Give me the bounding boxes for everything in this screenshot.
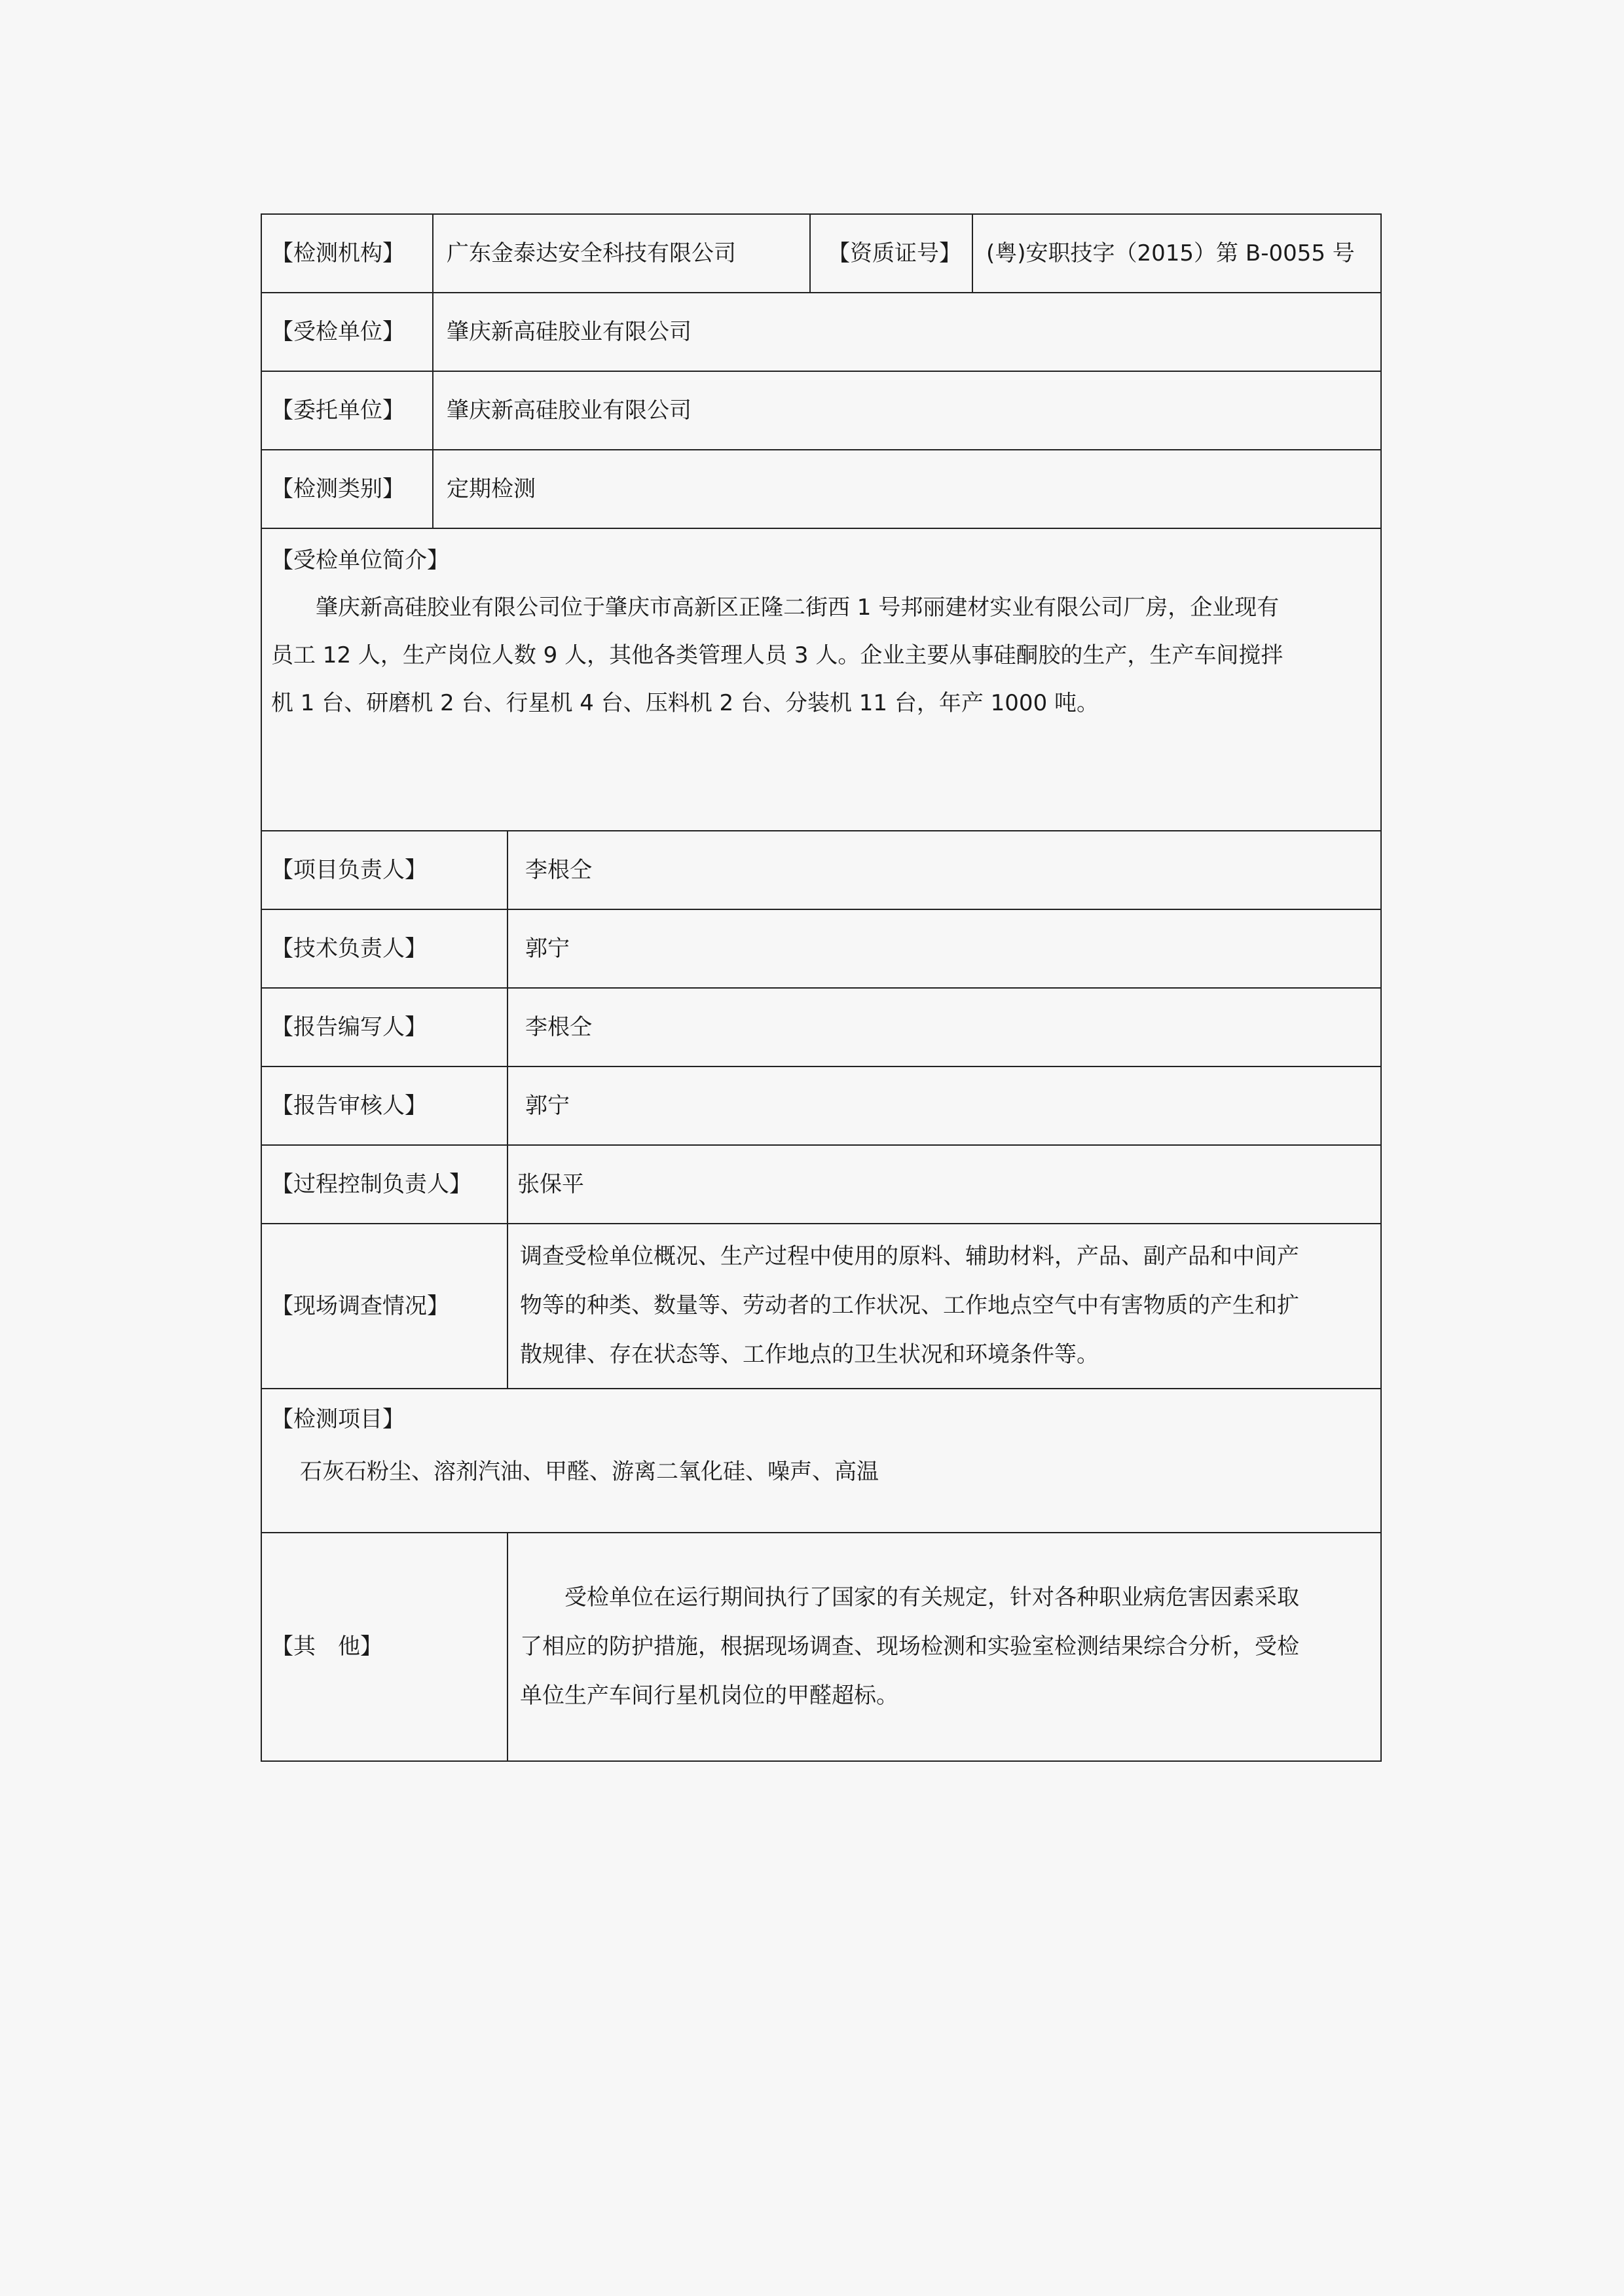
profile-text: [271, 584, 1369, 727]
row-entrusting-unit: [262, 372, 1380, 450]
site-survey-cell: [508, 1224, 1380, 1388]
other-line: 了相应的防护措施，根据现场调查、现场检测和实验室检测结果综合分析，受检: [520, 1633, 1299, 1660]
site-survey-line: 调查受检单位概况、生产过程中使用的原料、辅助材料，产品、副产品和中间产: [520, 1243, 1299, 1269]
tech-lead-label: 【技术负责人】: [262, 910, 508, 987]
row-site-survey: [262, 1224, 1380, 1389]
tech-lead-value: 郭宁: [525, 935, 570, 962]
row-inspection-items: [262, 1389, 1380, 1533]
process-lead-value: 张保平: [517, 1171, 584, 1197]
category-value: 定期检测: [447, 475, 536, 502]
project-lead-label: 【项目负责人】: [262, 831, 508, 909]
project-lead-value: 李根仝: [525, 856, 592, 883]
entrusting-value: 肇庆新高硅胶业有限公司: [447, 397, 692, 424]
reviewer-label: 【报告审核人】: [262, 1067, 508, 1144]
writer-label: 【报告编写人】: [262, 989, 508, 1066]
items-label: 【检测项目】: [271, 1406, 405, 1432]
writer-value: 李根仝: [525, 1013, 592, 1040]
inspected-label: 【受检单位】: [262, 293, 434, 371]
profile-label: 【受检单位简介】: [271, 547, 449, 574]
row-agency: [262, 215, 1380, 293]
site-survey-line: 物等的种类、数量等、劳动者的工作状况、工作地点空气中有害物质的产生和扩: [520, 1292, 1299, 1319]
site-survey-line: 散规律、存在状态等、工作地点的卫生状况和环境条件等。: [520, 1341, 1099, 1368]
items-value: 石灰石粉尘、溶剂汽油、甲醛、游离二氧化硅、噪声、高温: [300, 1459, 879, 1485]
other-cell: [508, 1533, 1380, 1760]
profile-line: 机 1 台、研磨机 2 台、行星机 4 台、压料机 2 台、分装机 11 台，年产 1000 吨。: [271, 690, 1099, 716]
agency-value: 广东金泰达安全科技有限公司: [434, 215, 811, 292]
row-report-writer: [262, 989, 1380, 1067]
entrusting-label: 【委托单位】: [262, 372, 434, 449]
report-summary-table: [261, 213, 1382, 1762]
row-inspected-unit: [262, 293, 1380, 372]
other-line: 单位生产车间行星机岗位的甲醛超标。: [520, 1683, 898, 1709]
row-tech-lead: [262, 910, 1380, 989]
category-label: 【检测类别】: [262, 450, 434, 528]
row-project-lead: [262, 831, 1380, 910]
profile-line: 肇庆新高硅胶业有限公司位于肇庆市高新区正隆二街西 1 号邦丽建材实业有限公司厂房，企业现有: [316, 594, 1280, 621]
site-survey-label: 【现场调查情况】: [262, 1224, 508, 1388]
other-line: 受检单位在运行期间执行了国家的有关规定，针对各种职业病危害因素采取: [564, 1584, 1299, 1611]
other-label: 【其 他】: [262, 1533, 508, 1760]
cert-label: 【资质证号】: [811, 215, 973, 292]
profile-line: 员工 12 人，生产岗位人数 9 人，其他各类管理人员 3 人。企业主要从事硅酮胶的生产，生产车间搅拌: [271, 642, 1283, 668]
inspected-value: 肇庆新高硅胶业有限公司: [447, 318, 692, 345]
agency-label: 【检测机构】: [262, 215, 434, 292]
cert-value: (粤)安职技字（2015）第 B-0055 号: [986, 240, 1355, 266]
row-inspection-category: [262, 450, 1380, 529]
process-lead-label: 【过程控制负责人】: [262, 1146, 508, 1223]
row-process-lead: [262, 1146, 1380, 1224]
row-unit-profile: [262, 529, 1380, 831]
row-other: [262, 1533, 1380, 1760]
reviewer-value: 郭宁: [525, 1092, 570, 1119]
row-report-reviewer: [262, 1067, 1380, 1146]
